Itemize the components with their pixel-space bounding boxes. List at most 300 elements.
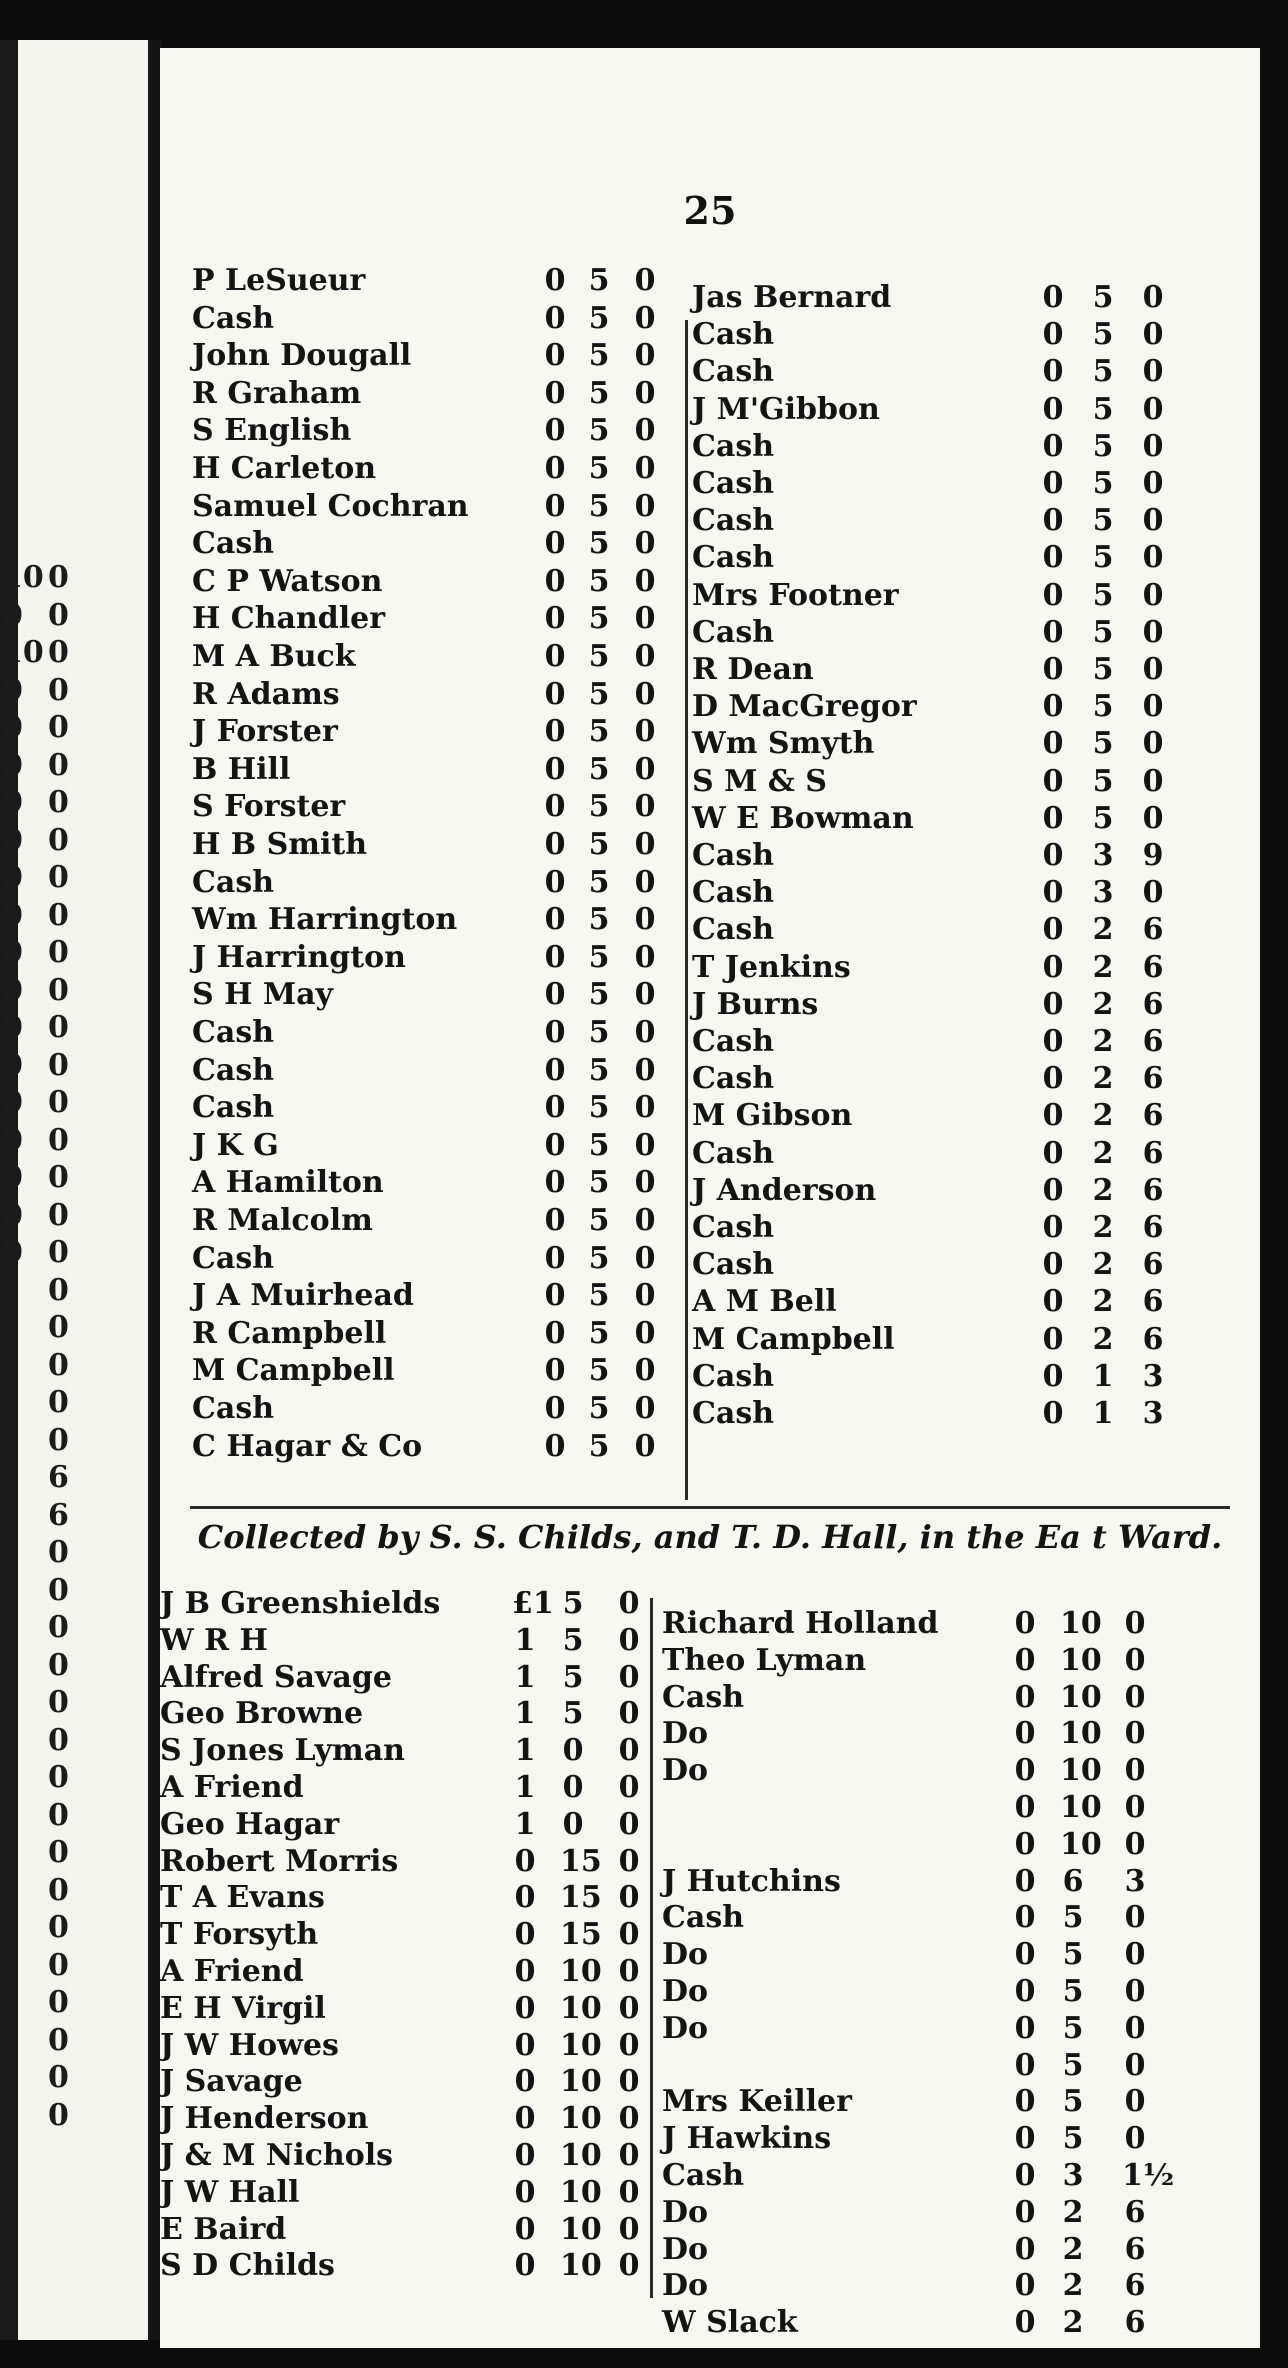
margin-fragment — [0, 1873, 150, 1909]
pence-value: 3 — [1142, 1358, 1164, 1394]
contributor-name: Cash — [192, 300, 275, 336]
pounds-value: 0 — [1014, 1679, 1036, 1715]
shillings-value: 5 — [588, 263, 610, 298]
page-number: 25 — [683, 188, 737, 233]
pounds-value: 0 — [1042, 689, 1064, 725]
ledger-row-right — [160, 2158, 1260, 2194]
shillings-value: 5 — [1092, 540, 1114, 576]
pence-value: 0 — [634, 902, 656, 938]
contributor-name: Cash — [692, 1061, 775, 1097]
margin-digit: 10 — [2, 635, 44, 670]
pounds-value: 0 — [1014, 2158, 1036, 2193]
pence-value: 6 — [1142, 1098, 1164, 1134]
pounds-value: 0 — [1014, 1826, 1036, 1862]
pence-value: 0 — [634, 526, 656, 562]
contributor-name: Mrs Keiller — [662, 2084, 852, 2120]
pence-value: 0 — [634, 1278, 656, 1314]
margin-digit: 0 — [48, 1235, 69, 1270]
margin-digit: 0 — [2, 1122, 23, 1158]
margin-digit: 0 — [48, 1010, 69, 1045]
shillings-value: 5 — [1092, 466, 1114, 501]
shillings-value: 5 — [1062, 1937, 1084, 1973]
shillings-value: 5 — [1092, 652, 1114, 687]
contributor-name: Alfred Savage — [160, 1659, 392, 1695]
contributor-name: Geo Browne — [160, 1696, 364, 1732]
ledger-row-right — [160, 875, 1260, 911]
margin-fragment — [0, 1985, 150, 2021]
contributor-name: Cash — [192, 864, 275, 900]
pence-value: 0 — [1124, 1716, 1146, 1752]
pounds-value: 0 — [1042, 317, 1064, 353]
pounds-value: 1 — [514, 1733, 536, 1769]
contributor-name: Cash — [692, 503, 775, 539]
pence-value: 6 — [1124, 2231, 1146, 2267]
contributor-name: J Burns — [692, 986, 819, 1022]
pence-value: 0 — [1142, 875, 1164, 911]
pounds-value: 0 — [544, 1240, 566, 1276]
pounds-value: 1 — [514, 1622, 536, 1658]
margin-fragment — [0, 560, 150, 596]
contributor-name: J Anderson — [692, 1172, 877, 1208]
pence-value: 1½ — [1122, 2158, 1175, 2193]
shillings-value: 10 — [560, 2101, 602, 2137]
shillings-value: 5 — [588, 639, 610, 674]
pence-value: 0 — [1142, 689, 1164, 725]
margin-fragment — [0, 1123, 150, 1159]
ledger-row-right — [160, 1680, 1260, 1716]
shillings-value: 10 — [560, 2248, 602, 2284]
pounds-value: 0 — [1014, 1790, 1036, 1825]
ledger-row-right — [160, 1098, 1260, 1134]
shillings-value: 5 — [588, 300, 610, 336]
contributor-name: H B Smith — [192, 827, 368, 862]
pence-value: 0 — [1124, 1753, 1146, 1789]
margin-fragment — [0, 1685, 150, 1721]
pence-value: 0 — [634, 676, 656, 712]
margin-digit: 0 — [2, 860, 23, 895]
pounds-value: 0 — [1042, 652, 1064, 687]
pounds-value: 1 — [514, 1770, 536, 1805]
pounds-value: 0 — [544, 1090, 566, 1126]
ledger-row-right — [160, 2121, 1260, 2157]
contributor-name: A Friend — [160, 1954, 304, 1989]
contributor-name: M Campbell — [192, 1353, 395, 1389]
shillings-value: 5 — [588, 338, 610, 374]
margin-fragment — [0, 1160, 150, 1196]
pounds-value: 0 — [544, 1353, 566, 1389]
contributor-name: J Hutchins — [662, 1863, 841, 1899]
contributor-name: J Forster — [192, 714, 338, 750]
shillings-value: 10 — [1060, 1790, 1102, 1825]
pounds-value: 0 — [514, 1843, 536, 1879]
margin-digit: 0 — [2, 747, 23, 783]
pence-value: 0 — [1142, 652, 1164, 687]
pence-value: 0 — [634, 488, 656, 524]
shillings-value: 5 — [588, 714, 610, 750]
margin-digit: 0 — [48, 860, 69, 895]
contributor-name: M Campbell — [692, 1321, 895, 1357]
contributor-name: A Hamilton — [192, 1165, 384, 1201]
pounds-value: 0 — [1042, 1284, 1064, 1320]
margin-digit: 0 — [2, 972, 23, 1008]
pence-value: 0 — [1142, 614, 1164, 650]
margin-digit: 0 — [2, 935, 23, 970]
pence-value: 0 — [1124, 1937, 1146, 1973]
shillings-value: 2 — [1092, 912, 1114, 948]
contributor-name: Wm Smyth — [692, 726, 875, 762]
margin-fragment — [0, 1573, 150, 1609]
shillings-value: 2 — [1062, 2305, 1084, 2341]
contributor-name: S English — [192, 413, 352, 449]
pence-value: 0 — [1124, 1642, 1146, 1678]
margin-fragment — [0, 1648, 150, 1684]
contributor-name: Do — [662, 1753, 709, 1789]
contributor-name: C P Watson — [192, 563, 383, 599]
margin-digit: 0 — [48, 747, 69, 783]
pence-value: 0 — [1142, 354, 1164, 390]
contributor-name: J Henderson — [160, 2101, 369, 2137]
contributor-name: Cash — [692, 540, 775, 576]
contributor-name: T Jenkins — [692, 949, 851, 985]
shillings-value: 5 — [562, 1586, 584, 1621]
ledger-row-right — [160, 1827, 1260, 1863]
margin-fragment — [0, 1423, 150, 1459]
pence-value: 0 — [634, 1391, 656, 1426]
margin-fragment — [0, 673, 150, 709]
margin-fragment — [0, 1235, 150, 1271]
pounds-value: 0 — [544, 1165, 566, 1201]
ledger-row-right — [160, 950, 1260, 986]
margin-fragment — [0, 1798, 150, 1834]
ledger-row-right — [160, 652, 1260, 688]
shillings-value: 5 — [588, 902, 610, 938]
shillings-value: 5 — [1092, 317, 1114, 353]
contributor-name: Richard Holland — [662, 1606, 939, 1641]
ledger-row-right — [160, 2011, 1260, 2047]
pounds-value: 0 — [1042, 1210, 1064, 1245]
margin-digit: 0 — [2, 785, 23, 820]
pence-value: 0 — [634, 375, 656, 411]
contributor-name: Cash — [692, 354, 775, 390]
contributor-name: Cash — [192, 1391, 275, 1426]
ledger-row-right — [160, 540, 1260, 576]
margin-digit: 0 — [48, 1272, 69, 1308]
margin-digit: 6 — [48, 1497, 69, 1533]
contributor-name: Cash — [692, 614, 775, 650]
margin-digit: 0 — [48, 935, 69, 970]
margin-digit: 10 — [2, 560, 44, 595]
pounds-value: 0 — [1042, 1172, 1064, 1208]
pence-value: 6 — [1142, 1321, 1164, 1357]
pounds-value: 0 — [1014, 1863, 1036, 1899]
pounds-value: 0 — [1042, 280, 1064, 315]
pounds-value: 0 — [544, 1127, 566, 1163]
pence-value: 0 — [1142, 540, 1164, 576]
ledger-row-right — [160, 280, 1260, 316]
contributor-name: J & M Nichols — [160, 2138, 394, 2173]
pence-value: 9 — [1142, 838, 1164, 873]
pounds-value: 0 — [544, 375, 566, 411]
shillings-value: 5 — [1062, 2121, 1084, 2157]
pence-value: 0 — [1142, 428, 1164, 464]
contributor-name: Cash — [692, 1024, 775, 1059]
contributor-name: Do — [662, 1937, 709, 1973]
ledger-row-right — [160, 1061, 1260, 1097]
margin-fragment — [0, 1460, 150, 1496]
shillings-value: 5 — [1062, 1974, 1084, 2009]
pounds-value: 0 — [544, 488, 566, 524]
margin-digit: 0 — [2, 1085, 23, 1120]
ledger-row-right — [160, 2232, 1260, 2268]
margin-fragment — [0, 598, 150, 634]
pounds-value: 0 — [514, 2211, 536, 2247]
shillings-value: 5 — [588, 1240, 610, 1276]
pounds-value: 0 — [544, 1278, 566, 1314]
pounds-value: 0 — [1042, 875, 1064, 911]
pence-value: 0 — [634, 714, 656, 750]
pence-value: 0 — [634, 1015, 656, 1050]
pounds-value: 0 — [514, 2174, 536, 2210]
pounds-value: 0 — [1014, 1900, 1036, 1936]
contributor-name: S M & S — [692, 763, 827, 799]
pounds-value: 0 — [1042, 838, 1064, 873]
margin-digit: 0 — [48, 1385, 69, 1420]
shillings-value: 10 — [1060, 1642, 1102, 1678]
contributor-name: Cash — [192, 1090, 275, 1126]
pence-value: 0 — [618, 2027, 640, 2063]
pounds-value: 0 — [514, 2027, 536, 2063]
pounds-value: 0 — [544, 1391, 566, 1426]
margin-digit: 0 — [2, 1160, 23, 1195]
ledger-row-right — [160, 1210, 1260, 1246]
ledger-row-right — [160, 912, 1260, 948]
pence-value: 0 — [618, 1659, 640, 1695]
shillings-value: 2 — [1062, 2194, 1084, 2230]
pounds-value: 0 — [1042, 540, 1064, 576]
margin-digit: 0 — [48, 1985, 69, 2020]
contributor-name: Cash — [192, 1015, 275, 1050]
margin-fragment — [0, 1385, 150, 1421]
pounds-value: 0 — [1042, 1321, 1064, 1357]
contributor-name: Theo Lyman — [662, 1642, 867, 1678]
contributor-name: M A Buck — [192, 639, 356, 674]
contributor-name: Cash — [192, 1052, 275, 1088]
ledger-row-right — [160, 354, 1260, 390]
margin-fragment — [0, 1273, 150, 1309]
ledger-row-right — [160, 1024, 1260, 1060]
contributor-name: Cash — [662, 1900, 745, 1936]
margin-digit: 0 — [2, 1047, 23, 1083]
shillings-value: 5 — [588, 676, 610, 712]
shillings-value: 2 — [1092, 949, 1114, 985]
pounds-value: 0 — [1042, 466, 1064, 501]
pence-value: 0 — [618, 1954, 640, 1989]
ledger-row-right — [160, 764, 1260, 800]
shillings-value: 2 — [1092, 1284, 1114, 1320]
margin-digit: 0 — [48, 1535, 69, 1570]
pounds-value: 0 — [544, 827, 566, 862]
pounds-value: 0 — [1042, 949, 1064, 985]
shillings-value: 2 — [1092, 1135, 1114, 1171]
shillings-value: 10 — [560, 1990, 602, 2026]
ledger-row-right — [160, 1247, 1260, 1283]
ledger-row-right — [160, 2084, 1260, 2120]
contributor-name: Do — [662, 1974, 709, 2009]
margin-digit: 0 — [48, 1760, 69, 1795]
shillings-value: 5 — [1062, 2084, 1084, 2120]
contributor-name: Do — [662, 2231, 709, 2267]
shillings-value: 5 — [588, 1391, 610, 1426]
pounds-value: 0 — [1014, 2194, 1036, 2230]
margin-fragment — [0, 1085, 150, 1121]
pence-value: 0 — [1124, 1826, 1146, 1862]
shillings-value: 5 — [1092, 391, 1114, 427]
margin-digit: 0 — [48, 2060, 69, 2095]
pence-value: 0 — [618, 1696, 640, 1732]
contributor-name: J W Howes — [160, 2027, 339, 2063]
pence-value: 6 — [1142, 1210, 1164, 1245]
section-heading: Collected by S. S. Childs, and T. D. Hall, in the Ea t Ward. — [197, 1518, 1223, 1556]
pounds-value: 0 — [1042, 614, 1064, 650]
pence-value: 0 — [618, 2174, 640, 2210]
shillings-value: 5 — [588, 864, 610, 900]
shillings-value: 5 — [1092, 800, 1114, 836]
pounds-value: £1 — [512, 1586, 554, 1621]
margin-digit: 0 — [48, 710, 69, 745]
pounds-value: 0 — [1042, 577, 1064, 613]
shillings-value: 3 — [1092, 875, 1114, 911]
shillings-value: 5 — [588, 526, 610, 562]
shillings-value: 2 — [1092, 1321, 1114, 1357]
contributor-name: J Savage — [160, 2064, 303, 2100]
pence-value: 0 — [634, 563, 656, 599]
pounds-value: 0 — [544, 1015, 566, 1050]
pounds-value: 0 — [1042, 912, 1064, 948]
shillings-value: 5 — [588, 1428, 610, 1464]
shillings-value: 5 — [588, 827, 610, 862]
contributor-name: R Dean — [692, 652, 814, 687]
shillings-value: 0 — [562, 1733, 584, 1769]
pence-value: 0 — [634, 864, 656, 900]
pence-value: 6 — [1124, 2268, 1146, 2304]
ledger-row-right — [160, 838, 1260, 874]
contributor-name: B Hill — [192, 751, 291, 787]
margin-fragment — [0, 1010, 150, 1046]
margin-digit: 0 — [48, 1872, 69, 1908]
margin-fragment — [0, 1198, 150, 1234]
margin-digit: 0 — [48, 1347, 69, 1383]
shillings-value: 5 — [588, 488, 610, 524]
pounds-value: 0 — [544, 451, 566, 486]
shillings-value: 5 — [588, 751, 610, 787]
shillings-value: 5 — [588, 1052, 610, 1088]
shillings-value: 5 — [1092, 577, 1114, 613]
shillings-value: 5 — [1062, 1900, 1084, 1936]
pounds-value: 0 — [1014, 1753, 1036, 1789]
pence-value: 3 — [1142, 1396, 1164, 1431]
margin-digit: 0 — [2, 1197, 23, 1233]
margin-fragment — [0, 2060, 150, 2096]
contributor-name: John Dougall — [192, 338, 412, 374]
pence-value: 0 — [618, 2138, 640, 2173]
contributor-name: Cash — [692, 875, 775, 911]
shillings-value: 5 — [588, 563, 610, 599]
pounds-value: 0 — [544, 714, 566, 750]
pence-value: 0 — [1142, 391, 1164, 427]
margin-fragment — [0, 973, 150, 1009]
pounds-value: 0 — [1042, 1358, 1064, 1394]
pence-value: 0 — [618, 2064, 640, 2100]
margin-digit: 0 — [48, 1835, 69, 1870]
margin-fragment — [0, 1310, 150, 1346]
pounds-value: 0 — [514, 1917, 536, 1953]
pence-value: 0 — [634, 451, 656, 486]
pence-value: 6 — [1124, 2305, 1146, 2341]
margin-fragment — [0, 1498, 150, 1534]
shillings-value: 5 — [588, 1353, 610, 1389]
shillings-value: 10 — [1060, 1606, 1102, 1641]
shillings-value: 6 — [1062, 1863, 1084, 1899]
contributor-name: Mrs Footner — [692, 577, 899, 613]
pence-value: 6 — [1124, 2194, 1146, 2230]
pounds-value: 0 — [1042, 1098, 1064, 1134]
pounds-value: 0 — [544, 1315, 566, 1351]
shillings-value: 5 — [1062, 2047, 1084, 2083]
margin-fragment — [0, 823, 150, 859]
pounds-value: 0 — [544, 300, 566, 336]
pounds-value: 0 — [514, 1954, 536, 1989]
ledger-row-right — [160, 2268, 1260, 2304]
pounds-value: 0 — [1014, 1642, 1036, 1678]
contributor-name: Cash — [662, 1679, 745, 1715]
pounds-value: 0 — [544, 676, 566, 712]
pounds-value: 0 — [1042, 986, 1064, 1022]
shillings-value: 0 — [562, 1770, 584, 1805]
ledger-row-right — [160, 317, 1260, 353]
margin-digit: 0 — [2, 672, 23, 708]
shillings-value: 5 — [1092, 354, 1114, 390]
pence-value: 0 — [634, 1203, 656, 1238]
section-rule — [190, 1506, 1230, 1509]
margin-digit: 0 — [48, 1910, 69, 1945]
shillings-value: 5 — [1092, 726, 1114, 762]
shillings-value: 5 — [588, 1127, 610, 1163]
pounds-value: 0 — [1014, 2305, 1036, 2341]
pence-value: 0 — [634, 300, 656, 336]
shillings-value: 10 — [560, 2211, 602, 2247]
pounds-value: 0 — [544, 563, 566, 599]
margin-digit: 0 — [48, 1685, 69, 1720]
margin-digit: 0 — [48, 822, 69, 858]
shillings-value: 5 — [588, 789, 610, 825]
shillings-value: 5 — [588, 1015, 610, 1050]
shillings-value: 5 — [1092, 689, 1114, 725]
margin-digit: 0 — [48, 897, 69, 933]
previous-page-margin — [0, 40, 150, 2340]
pounds-value: 0 — [1014, 1716, 1036, 1752]
margin-fragment — [0, 785, 150, 821]
shillings-value: 10 — [560, 2064, 602, 2100]
contributor-name: Cash — [692, 1358, 775, 1394]
pounds-value: 0 — [544, 864, 566, 900]
margin-digit: 0 — [48, 785, 69, 820]
ledger-row-right — [160, 689, 1260, 725]
ledger-row-left — [160, 1429, 1260, 1465]
contributor-name: J K G — [192, 1127, 279, 1163]
shillings-value: 15 — [560, 1843, 602, 1879]
pounds-value: 0 — [1042, 726, 1064, 762]
contributor-name: Cash — [692, 317, 775, 353]
